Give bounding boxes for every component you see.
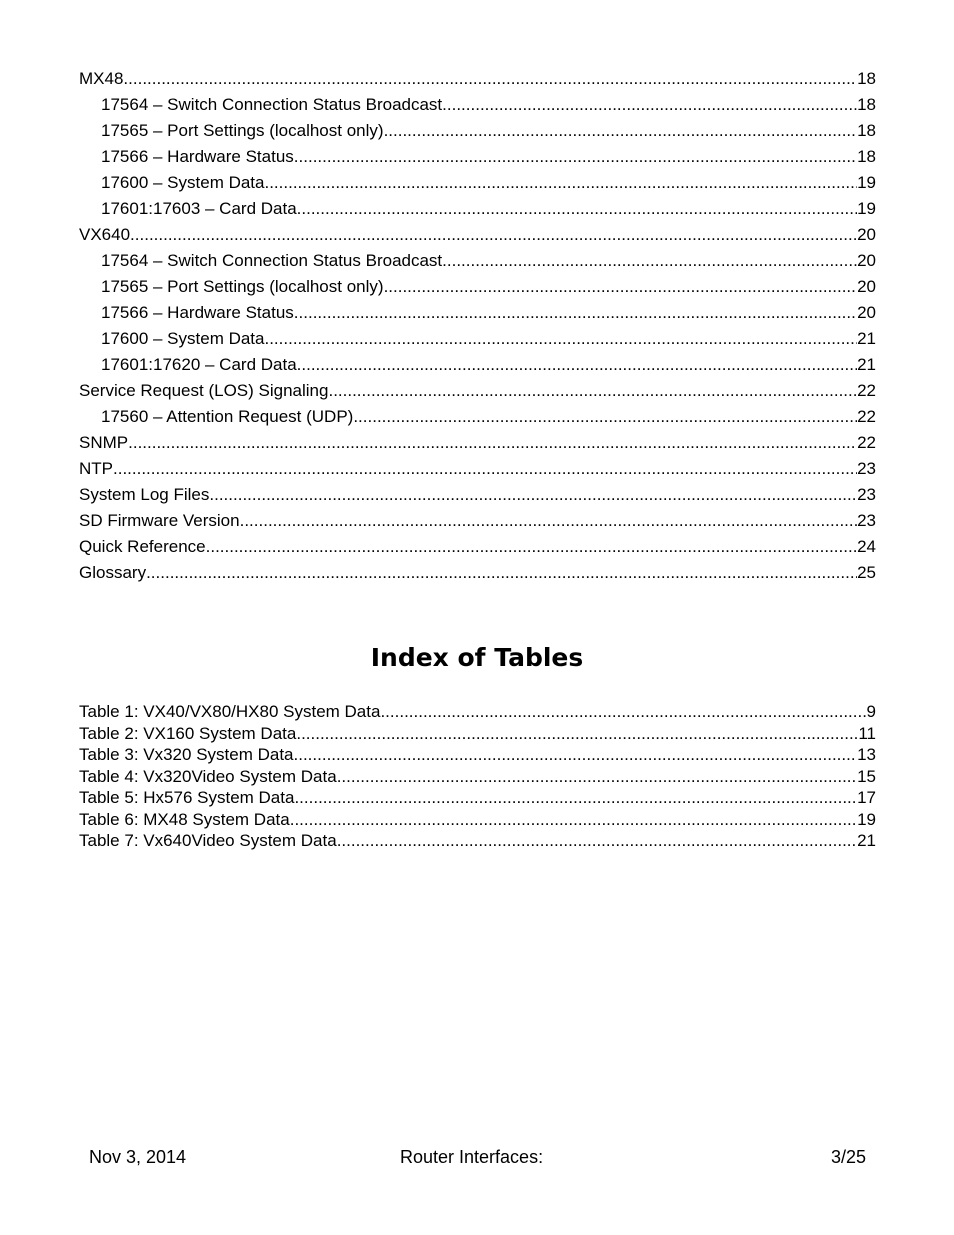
- toc-entry-page-number: 18: [857, 95, 876, 114]
- toc-entry[interactable]: [79, 430, 876, 456]
- table-index-entry[interactable]: [79, 723, 876, 745]
- toc-entry[interactable]: [79, 508, 876, 534]
- toc-entry[interactable]: [79, 404, 876, 430]
- toc-entry-title: 17601:17620 – Card Data: [101, 355, 297, 374]
- toc-entry[interactable]: [79, 534, 876, 560]
- toc-entry-title: 17565 – Port Settings (localhost only): [101, 277, 384, 296]
- dot-leader: [297, 196, 857, 222]
- toc-entry[interactable]: [79, 248, 876, 274]
- toc-entry-page-number: 21: [857, 329, 876, 348]
- toc-entry-page-number: 20: [857, 225, 876, 244]
- toc-entry-page-number: 24: [857, 537, 876, 556]
- dot-leader: [123, 66, 857, 92]
- dot-leader: [209, 482, 857, 508]
- table-index-entry[interactable]: [79, 701, 876, 723]
- toc-entry[interactable]: [79, 326, 876, 352]
- dot-leader: [294, 300, 857, 326]
- table-index-entry-page-number: 15: [857, 766, 876, 786]
- dot-leader: [296, 723, 858, 745]
- dot-leader: [264, 170, 857, 196]
- toc-entry-title: System Log Files: [79, 485, 210, 504]
- toc-entry[interactable]: [79, 222, 876, 248]
- table-index-entry-page-number: 13: [857, 745, 876, 764]
- table-index-entry[interactable]: [79, 766, 876, 788]
- dot-leader: [264, 326, 857, 352]
- dot-leader: [337, 830, 857, 852]
- toc-entry[interactable]: [79, 196, 876, 222]
- toc-entry-page-number: 22: [857, 433, 876, 452]
- dot-leader: [130, 222, 857, 248]
- toc-entry[interactable]: [79, 170, 876, 196]
- toc-entry[interactable]: [79, 560, 876, 586]
- toc-entry-page-number: 22: [857, 407, 876, 426]
- toc-entry-title: 17600 – System Data: [101, 173, 265, 192]
- table-index-entry[interactable]: [79, 830, 876, 852]
- toc-entry-page-number: 25: [857, 563, 876, 582]
- table-index-entry-page-number: 9: [866, 702, 876, 721]
- dot-leader: [206, 534, 857, 560]
- dot-leader: [353, 404, 857, 430]
- dot-leader: [384, 274, 858, 300]
- toc-entry-title: 17560 – Attention Request (UDP): [101, 407, 354, 426]
- footer-title: Router Interfaces:: [400, 1147, 544, 1167]
- table-index-entry-page-number: 11: [858, 723, 876, 743]
- dot-leader: [294, 144, 857, 170]
- index-of-tables-heading: Index of Tables: [370, 643, 584, 672]
- toc-entry[interactable]: [79, 144, 876, 170]
- dot-leader: [442, 248, 857, 274]
- table-index-entry-title: Table 4: Vx320Video System Data: [79, 766, 337, 786]
- table-index-entry[interactable]: [79, 787, 876, 809]
- toc-entry-page-number: 23: [857, 511, 876, 530]
- toc-entry[interactable]: [79, 378, 876, 404]
- toc-entry-page-number: 18: [857, 121, 876, 140]
- toc-entry-page-number: 18: [857, 69, 876, 88]
- table-index-entry-page-number: 19: [857, 809, 876, 829]
- dot-leader: [290, 809, 857, 831]
- dot-leader: [384, 118, 858, 144]
- table-index-entry[interactable]: [79, 809, 876, 831]
- toc-entry-page-number: 21: [857, 355, 876, 374]
- dot-leader: [297, 352, 857, 378]
- toc-entry-page-number: 20: [857, 277, 876, 296]
- toc-entry-title: MX48: [79, 69, 124, 88]
- toc-entry-page-number: 19: [857, 173, 876, 192]
- toc-entry-title: Quick Reference: [79, 537, 206, 556]
- table-index-entry-title: Table 6: MX48 System Data: [79, 809, 290, 829]
- table-index-entry-title: Table 1: VX40/VX80/HX80 System Data: [79, 702, 381, 721]
- toc-entry-title: 17564 – Switch Connection Status Broadcast: [101, 95, 443, 114]
- dot-leader: [113, 456, 857, 482]
- table-index-entry-title: Table 2: VX160 System Data: [79, 723, 297, 743]
- index-of-tables-list: [79, 701, 876, 852]
- toc-entry[interactable]: [79, 482, 876, 508]
- toc-entry[interactable]: [79, 300, 876, 326]
- toc-entry-page-number: 22: [857, 381, 876, 400]
- toc-entry-title: 17601:17603 – Card Data: [101, 199, 297, 218]
- table-index-entry-title: Table 7: Vx640Video System Data: [79, 831, 337, 850]
- toc-entry[interactable]: [79, 118, 876, 144]
- toc-entry-title: 17566 – Hardware Status: [101, 303, 294, 322]
- dot-leader: [146, 560, 857, 586]
- toc-entry-title: Service Request (LOS) Signaling: [79, 381, 329, 400]
- page-footer: [0, 1145, 954, 1169]
- table-index-entry-page-number: 17: [857, 788, 876, 807]
- footer-date: Nov 3, 2014: [89, 1147, 187, 1167]
- toc-entry-page-number: 23: [857, 459, 876, 478]
- toc-entry-page-number: 23: [857, 485, 876, 504]
- dot-leader: [328, 378, 857, 404]
- table-index-entry-title: Table 3: Vx320 System Data: [79, 745, 294, 764]
- table-index-entry-page-number: 21: [857, 831, 876, 850]
- toc-entry-title: 17564 – Switch Connection Status Broadcast: [101, 251, 443, 270]
- toc-entry-page-number: 20: [857, 251, 876, 270]
- table-index-entry-title: Table 5: Hx576 System Data: [79, 788, 295, 807]
- toc-entry-title: SD Firmware Version: [79, 511, 240, 530]
- dot-leader: [128, 430, 857, 456]
- toc-entry[interactable]: [79, 456, 876, 482]
- dot-leader: [240, 508, 857, 534]
- dot-leader: [337, 766, 857, 788]
- dot-leader: [294, 787, 857, 809]
- toc-entry-page-number: 19: [857, 199, 876, 218]
- toc-entry[interactable]: [79, 92, 876, 118]
- dot-leader: [294, 744, 858, 766]
- toc-entry-title: Glossary: [79, 563, 147, 582]
- dot-leader: [442, 92, 857, 118]
- toc-entry-title: NTP: [79, 459, 113, 478]
- toc-entry-title: 17566 – Hardware Status: [101, 147, 294, 166]
- toc-entry-page-number: 20: [857, 303, 876, 322]
- toc-entry-title: 17600 – System Data: [101, 329, 265, 348]
- toc-entry-title: SNMP: [79, 433, 129, 452]
- footer-page-number: 3/25: [830, 1147, 866, 1167]
- table-index-entry[interactable]: [79, 744, 876, 766]
- toc-entry-title: VX640: [79, 225, 131, 244]
- toc-entry[interactable]: [79, 274, 876, 300]
- toc-entry-page-number: 18: [857, 147, 876, 166]
- dot-leader: [380, 701, 866, 723]
- toc-entry[interactable]: [79, 66, 876, 92]
- toc-entry[interactable]: [79, 352, 876, 378]
- toc-entry-title: 17565 – Port Settings (localhost only): [101, 121, 384, 140]
- table-of-contents: [79, 66, 876, 586]
